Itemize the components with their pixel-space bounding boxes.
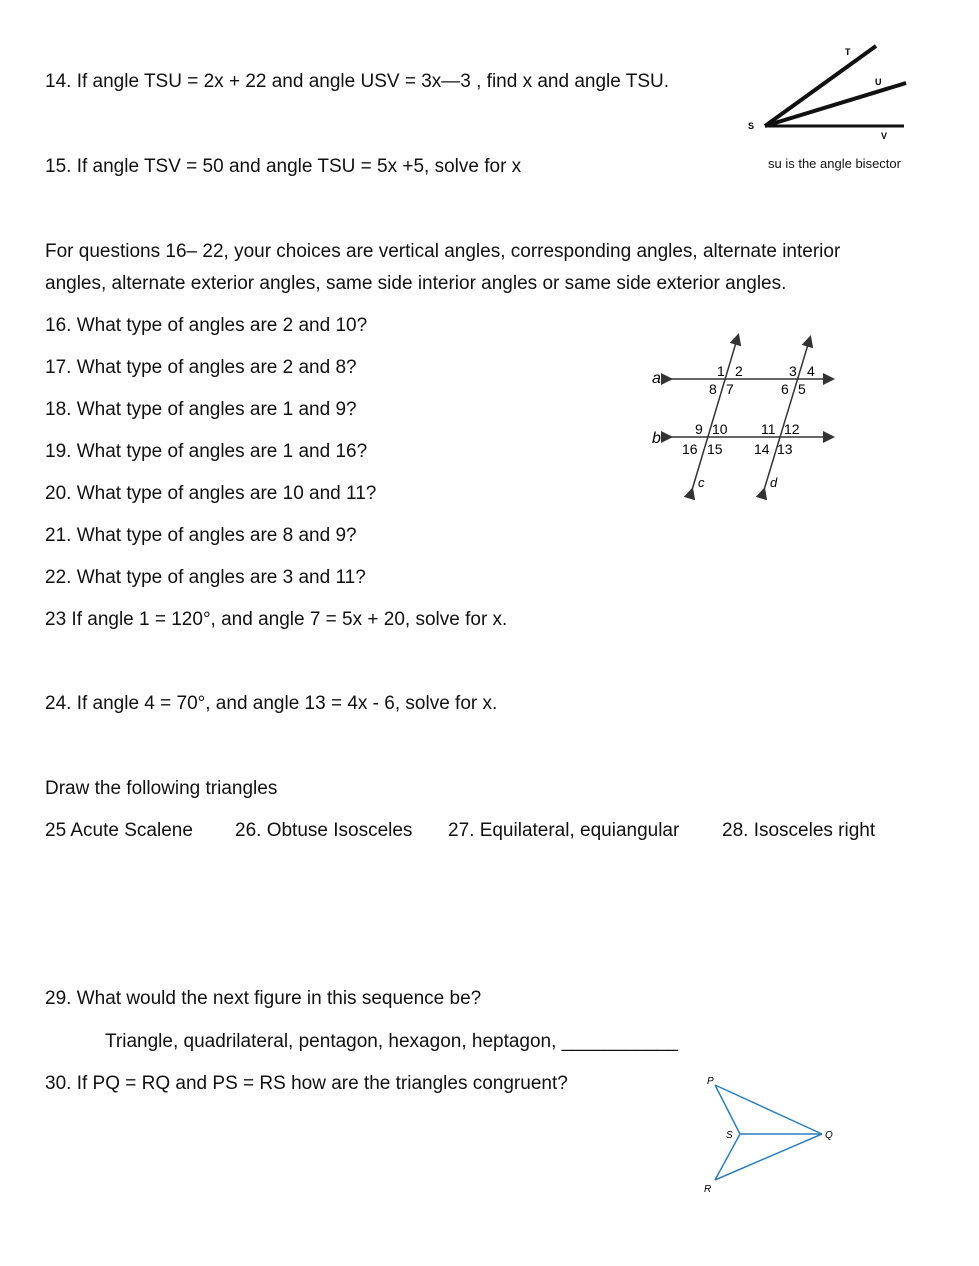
triangle-27: 27. Equilateral, equiangular [448, 820, 680, 841]
question-15: 15. If angle TSV = 50 and angle TSU = 5x +5, solve for x [45, 156, 522, 177]
line-b-label: b [652, 430, 661, 447]
angle-16: 16 [682, 441, 698, 457]
angle-11: 11 [761, 421, 776, 437]
angle-8: 8 [709, 381, 717, 397]
angle-bisector-diagram [740, 40, 930, 145]
triangle-26: 26. Obtuse Isosceles [235, 820, 413, 841]
trans-d-label: d [770, 475, 778, 490]
triangle-28: 28. Isosceles right [722, 820, 876, 841]
question-29: 29. What would the next figure in this sequence be? [45, 988, 482, 1009]
trans-c-label: c [698, 475, 705, 490]
question-16: 16. What type of angles are 2 and 10? [45, 315, 368, 336]
parallel-lines-diagram [640, 330, 850, 505]
line-a-label: a [652, 370, 661, 387]
question-21: 21. What type of angles are 8 and 9? [45, 525, 357, 546]
triangle-25: 25 Acute Scalene [45, 820, 193, 841]
label-t: T [845, 47, 851, 57]
question-22: 22. What type of angles are 3 and 11? [45, 567, 366, 588]
angle-7: 7 [726, 381, 734, 397]
angle-4: 4 [807, 363, 815, 379]
label-r: R [704, 1184, 712, 1195]
label-s: S [748, 121, 755, 131]
label-s-kite: S [726, 1130, 733, 1141]
bisector-caption: su is the angle bisector [768, 156, 901, 171]
question-14: 14. If angle TSU = 2x + 22 and angle USV = 3x—3 , find x and angle TSU. [45, 71, 670, 92]
angle-3: 3 [789, 363, 797, 379]
label-p: P [707, 1076, 714, 1087]
angle-9: 9 [695, 421, 703, 437]
angle-2: 2 [735, 363, 743, 379]
angle-14: 14 [754, 441, 770, 457]
triangle-list [45, 819, 875, 843]
draw-heading: Draw the following triangles [45, 778, 278, 799]
question-24: 24. If angle 4 = 70°, and angle 13 = 4x - 6, solve for x. [45, 693, 498, 714]
intro-line-1: For questions 16– 22, your choices are vertical angles, corresponding angles, alternate interior [45, 241, 841, 262]
angle-15: 15 [707, 441, 723, 457]
angle-1: 1 [717, 363, 725, 379]
angle-13: 13 [777, 441, 793, 457]
label-v: V [881, 131, 888, 141]
question-20: 20. What type of angles are 10 and 11? [45, 483, 377, 504]
question-30: 30. If PQ = RQ and PS = RS how are the triangles congruent? [45, 1073, 568, 1094]
question-19: 19. What type of angles are 1 and 16? [45, 441, 368, 462]
question-18: 18. What type of angles are 1 and 9? [45, 399, 357, 420]
angle-12: 12 [784, 421, 800, 437]
label-u: U [875, 77, 882, 87]
question-29-sequence: Triangle, quadrilateral, pentagon, hexagon, heptagon, ___________ [105, 1031, 678, 1052]
question-23: 23 If angle 1 = 120°, and angle 7 = 5x + 20, solve for x. [45, 609, 508, 630]
kite-diagram [695, 1070, 845, 1200]
angle-5: 5 [798, 381, 806, 397]
angle-6: 6 [781, 381, 789, 397]
angle-10: 10 [712, 421, 728, 437]
intro-line-2: angles, alternate exterior angles, same side interior angles or same side exterior angles. [45, 273, 787, 294]
question-17: 17. What type of angles are 2 and 8? [45, 357, 357, 378]
label-q: Q [825, 1130, 833, 1141]
